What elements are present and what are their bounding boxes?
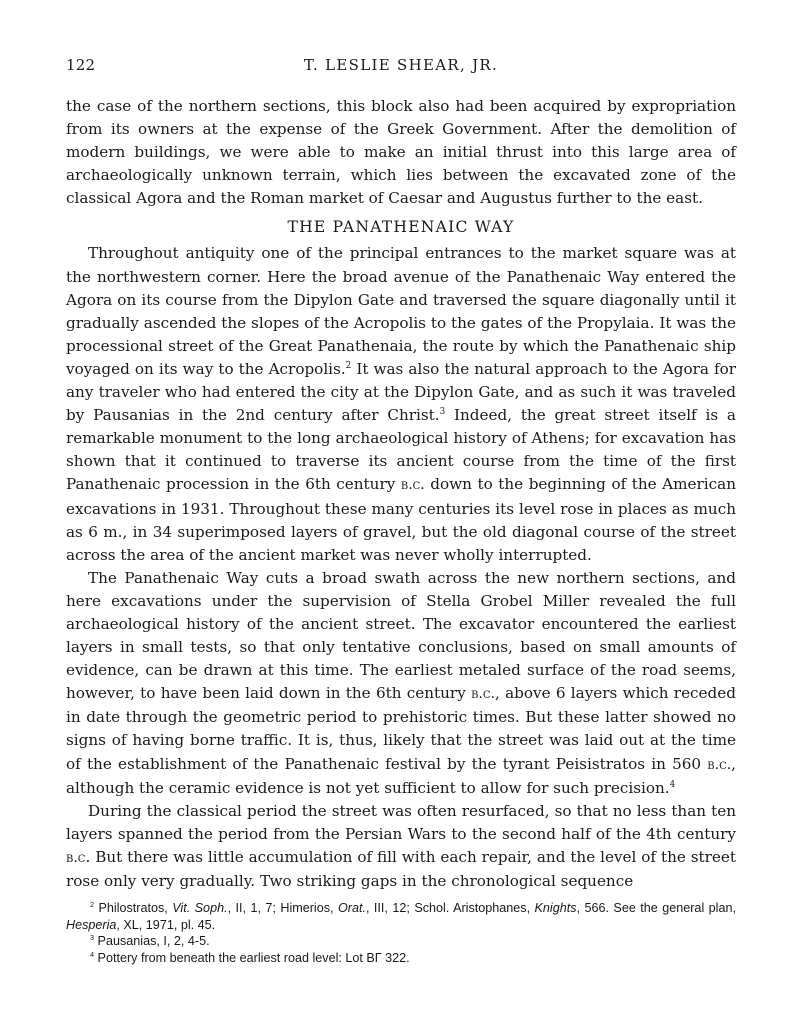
body-text [66,95,736,893]
work-title: Vit. Soph. [172,901,228,915]
text-run: , III, 12; Schol. Aristophanes, [365,901,535,915]
text-run: Philostratos, [94,901,173,915]
footnote-number: 3 [90,933,95,942]
footnote-2 [66,900,736,933]
text-run: . But there was little accumulation of fill with each repair, and the level of the street rose only very gradually. Two striking gaps in the chronological sequence [66,847,736,890]
footnote-4 [66,950,736,967]
text-run: , above 6 layers which receded in date through the geometric period to prehistoric times. But these latter showed no signs of having borne traffic. It is, thus, likely that the street was laid out at the time of the establishment of the Panathenaic festival by the tyrant Peisistratos in 560 [66,684,736,773]
text-run: Pottery from beneath the earliest road level: Lot ВГ 322. [94,950,410,965]
paragraph-1 [66,242,736,566]
footnote-number: 4 [90,949,95,959]
text-run: , XL, 1971, pl. 45. [116,917,216,932]
footnote-number: 2 [90,899,95,909]
text-run: During the classical period the street was often resurfaced, so that no less than ten layers spanned the period from the Persian Wars to the second half of the 4th century [66,801,736,843]
footnote-3 [66,933,736,950]
work-title: Hesperia [66,917,117,932]
era-abbreviation: b.c. [471,686,495,703]
text-run: , 566. See the general plan, [576,901,736,915]
page-header [66,56,736,80]
era-abbreviation: b.c. [707,756,732,773]
paragraph-2 [66,567,736,800]
footnote-ref[interactable]: 3 [439,407,446,418]
work-title: Knights [534,901,577,915]
section-heading: THE PANATHENAIC WAY [287,218,515,237]
era-abbreviation: b.c [66,849,86,866]
footnotes [66,900,736,966]
text-run: , although the ceramic evidence is not yet sufficient to allow for such precision. [66,754,736,797]
footnote-ref[interactable]: 2 [345,360,352,371]
text-run: Throughout antiquity one of the principal entrances to the market square was at the northwestern corner. Here the broad avenue of the Panathenaic Way entered the Agora on its course from the Dipylon Gate and traversed the square diagonally until it gradually ascended the slopes of the Acropolis to the gates of the Propylaia. It was the processional street of the Great Panathenaia, the route by which the Panathenaic ship voyaged on its way to the Acropolis. [66,244,736,378]
footnote-ref[interactable]: 4 [669,779,676,790]
text-run: The Panathenaic Way cuts a broad swath across the new northern sections, and here excavations under the supervision of Stella Grobel Miller revealed the full archaeological history of the ancient street. The excavator encountered the earliest layers in small tests, so that only tentative conclusions, based on small amounts of evidence, can be drawn at this time. The earliest metaled surface of the road seems, however, to have been laid down in the 6th century [66,568,736,703]
text-run: Indeed, the great street itself is a remarkable monument to the long archaeological history of Athens; for excavation has shown that it continued to traverse its ancient course from the time of the first Panathenaic procession in the 6th century [66,406,736,494]
text-run: It was also the natural approach to the Agora for any traveler who had entered the city at the Dipylon Gate, and as such it was traveled by Pausanias in the 2nd century after Christ. [66,359,736,425]
text-run: , II, 1, 7; Himerios, [227,901,338,915]
era-abbreviation: b.c. [400,477,425,494]
text-run: Pausanias, I, 2, 4-5. [94,934,210,949]
text-run: down to the beginning of the American excavations in 1931. Throughout these many centuries its level rose in places as much as 6 m., in 34 superimposed layers of gravel, but the old diagonal course of the street across the area of the ancient market was never wholly interrupted. [66,475,737,564]
paragraph-3 [66,800,736,893]
running-head: T. LESLIE SHEAR, JR. [303,56,499,74]
page-number: 122 [66,56,96,74]
intro-paragraph: the case of the northern sections, this block also had been acquired by expropriation from its owners at the expense of the Greek Government. After the demolition of modern buildings, we were able to make an initial thrust into this large area of archaeologically unknown terrain, which lies between the excavated zone of the classical Agora and the Roman market of Caesar and Augustus further to the east. [66,97,736,208]
work-title: Orat. [337,901,366,915]
